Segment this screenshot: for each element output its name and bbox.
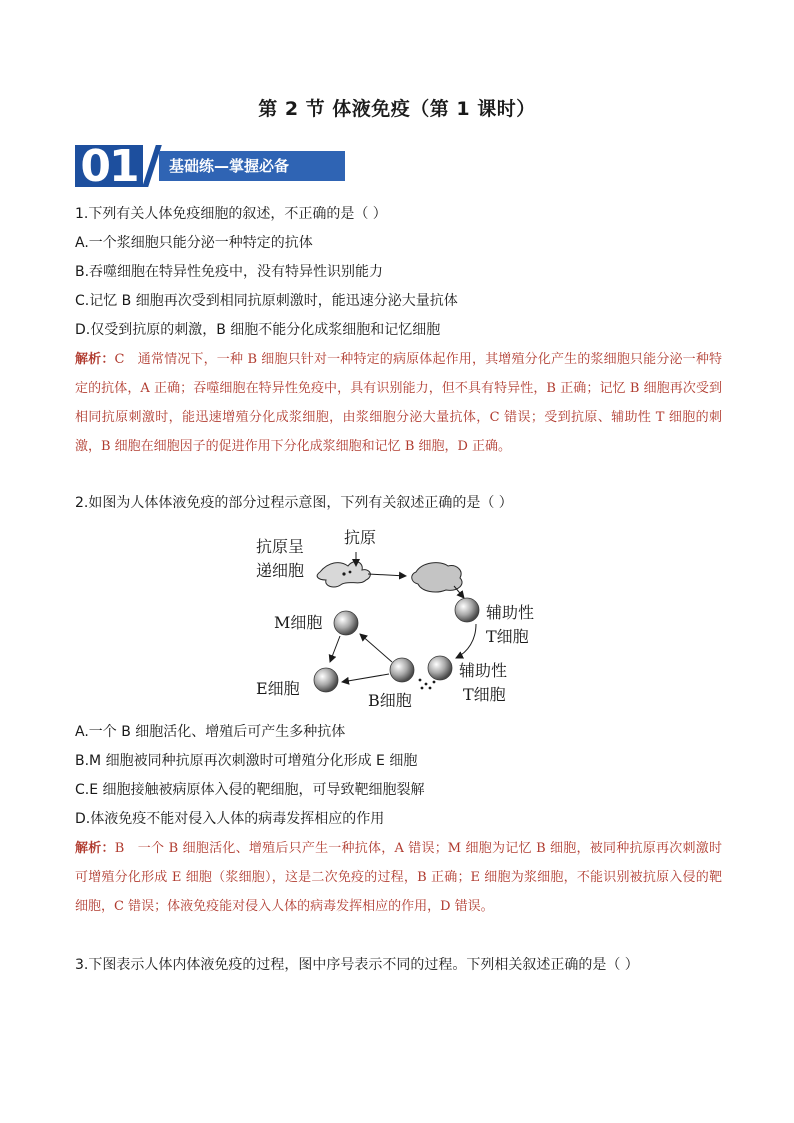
- diagram-label-th-bottom-1: 辅助性: [459, 661, 508, 680]
- diagram-label-e-cell: E细胞: [256, 679, 300, 698]
- section-number: 01: [75, 145, 143, 187]
- q2-explanation: [75, 834, 722, 921]
- section-label: 基础练—掌握必备: [159, 151, 345, 181]
- m-cell: [334, 611, 358, 635]
- diagram-label-th-top-1: 辅助性: [486, 603, 535, 622]
- q2-option-d: D.体液免疫不能对侵入人体的病毒发挥相应的作用: [75, 811, 385, 827]
- th-cell-top: [455, 598, 479, 622]
- q1-option-c: C.记忆 B 细胞再次受到相同抗原刺激时，能迅速分泌大量抗体: [75, 293, 458, 309]
- diagram-label-apc-2: 递细胞: [256, 561, 305, 580]
- section-banner: [75, 141, 345, 192]
- q2-option-b: B.M 细胞被同种抗原再次刺激时可增殖分化形成 E 细胞: [75, 753, 418, 769]
- q1-explanation: [75, 345, 722, 461]
- q2-option-c: C.E 细胞接触被病原体入侵的靶细胞，可导致靶细胞裂解: [75, 782, 425, 798]
- e-cell: [314, 668, 338, 692]
- th-cell-bottom: [428, 656, 452, 680]
- diagram-label-th-top-2: T细胞: [486, 627, 529, 646]
- q3-stem: 3.下图表示人体内体液免疫的过程，图中序号表示不同的过程。下列相关叙述正确的是（ ）: [75, 957, 639, 973]
- q2-explanation-text: B 一个 B 细胞活化、增殖后只产生一种抗体，A 错误；M 细胞为记忆 B 细胞，被同种抗原再次刺激时可增殖分化形成 E 细胞（浆细胞），这是二次免疫的过程，B 正确；E 细胞为浆细胞，不能识别被抗原入侵的靶细胞，C 错误；体液免疫能对侵入人体的病毒发挥相应的作用，D 错误。: [75, 841, 722, 914]
- q1-option-d: D.仅受到抗原的刺激，B 细胞不能分化成浆细胞和记忆细胞: [75, 322, 441, 338]
- diagram-label-th-bottom-2: T细胞: [463, 685, 506, 704]
- q2-explanation-tag: 解析：: [75, 841, 115, 856]
- q2-stem: 2.如图为人体体液免疫的部分过程示意图，下列有关叙述正确的是（ ）: [75, 495, 513, 511]
- b-cell: [390, 658, 414, 682]
- q2-option-a: A.一个 B 细胞活化、增殖后可产生多种抗体: [75, 724, 346, 740]
- diagram-label-b-cell: B细胞: [368, 691, 412, 707]
- q1-stem: 1.下列有关人体免疫细胞的叙述，不正确的是（ ）: [75, 206, 387, 222]
- diagram-label-apc-1: 抗原呈: [256, 537, 305, 556]
- presenting-cell-shape: [412, 563, 462, 592]
- q1-explanation-tag: 解析：: [75, 352, 115, 367]
- page-title: 第 2 节 体液免疫（第 1 课时）: [258, 98, 536, 120]
- diagram-label-m-cell: M细胞: [274, 613, 323, 632]
- diagram-label-antigen: 抗原: [344, 528, 377, 547]
- q1-option-b: B.吞噬细胞在特异性免疫中，没有特异性识别能力: [75, 264, 384, 280]
- q1-explanation-text: C 通常情况下，一种 B 细胞只针对一种特定的病原体起作用，其增殖分化产生的浆细胞只能分泌一种特定的抗体，A 正确；吞噬细胞在特异性免疫中，具有识别能力，但不具有特异性，B 正确；记忆 B 细胞再次受到相同抗原刺激时，能迅速增殖分化成浆细胞，由浆细胞分泌大量抗体，C 错误；受到抗原、辅助性 T 细胞的刺激，B 细胞在细胞因子的促进作用下分化成浆细胞和记忆 B 细胞，D 正确。: [75, 352, 722, 454]
- immune-diagram: [250, 522, 550, 707]
- q1-option-a: A.一个浆细胞只能分泌一种特定的抗体: [75, 235, 313, 251]
